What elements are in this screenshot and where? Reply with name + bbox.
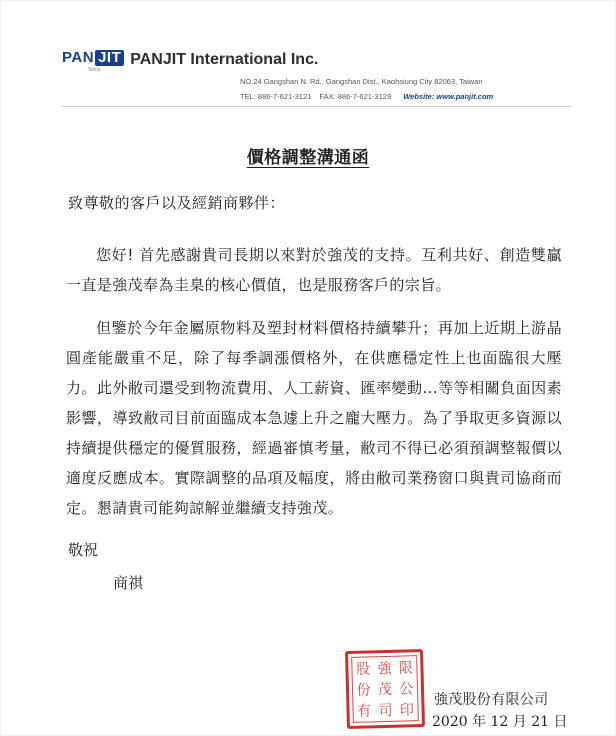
seal-glyph-grid bbox=[351, 655, 419, 723]
letter-date: 2020 年 12 月 21 日 bbox=[432, 714, 568, 730]
fax: FAX: 886-7-621-3129 bbox=[319, 92, 392, 101]
website: Website: www.panjit.com bbox=[403, 92, 494, 101]
logo-tagline: Since bbox=[88, 67, 101, 73]
company-logo bbox=[62, 50, 318, 73]
seal-glyph: 司 bbox=[378, 702, 393, 720]
seal-glyph: 限 bbox=[398, 659, 414, 677]
seal-glyph: 有 bbox=[357, 703, 372, 721]
paragraph-greeting: 您好! 首先感謝貴司長期以來對於強茂的支持。互利共好、創造雙贏一直是強茂奉為圭臬的核心價值，也是服務客戶的宗旨。 bbox=[66, 246, 562, 294]
seal-glyph: 份 bbox=[356, 682, 371, 700]
seal-glyph: 股 bbox=[355, 660, 371, 678]
company-seal-stamp bbox=[345, 649, 425, 729]
salutation: 致尊敬的客戶以及經銷商夥伴： bbox=[68, 194, 286, 212]
seal-glyph: 強 bbox=[377, 660, 392, 678]
company-address: NO.24 Gangshan N. Rd., Gangshan Dist., Kaohsiung City 82063, Taiwan bbox=[240, 77, 483, 86]
letter-title: 價格調整溝通函 bbox=[246, 148, 370, 168]
panjit-logo-mark bbox=[62, 50, 124, 73]
seal-glyph: 公 bbox=[399, 680, 414, 699]
seal-glyph: 茂 bbox=[377, 681, 393, 699]
header-divider bbox=[62, 106, 572, 107]
logo-jit-text: JIT bbox=[95, 50, 124, 66]
signature-company: 強茂股份有限公司 bbox=[434, 692, 549, 708]
company-name: PANJIT International Inc. bbox=[130, 51, 319, 68]
telephone: TEL: 886-7-621-3121 bbox=[240, 92, 312, 101]
seal-glyph: 印 bbox=[399, 702, 415, 720]
company-contact bbox=[240, 92, 493, 101]
closing-line-1: 敬祝 bbox=[68, 541, 99, 559]
logo-pan-text: PAN bbox=[62, 49, 95, 66]
closing-line-2: 商祺 bbox=[113, 574, 144, 592]
paragraph-price-adjustment: 但鑒於今年金屬原物料及塑封材料價格持續攀升；再加上近期上游晶圓產能嚴重不足，除了每季調漲價格外，在供應穩定性上也面臨很大壓力。此外敝司還受到物流費用、人工薪資、匯率變動...等等相關負面因素影響，導致敝司目前面臨成本急遽上升之龐大壓力。為了爭取更多資源以持續提供穩定的優質服務，經過審慎考量，敝司不得已必須預調整報價以適度反應成本。實際調整的品項及幅度，將由敝司業務窗口與貴司協商而定。懇請貴司能夠諒解並繼續支持強茂。 bbox=[66, 319, 562, 517]
